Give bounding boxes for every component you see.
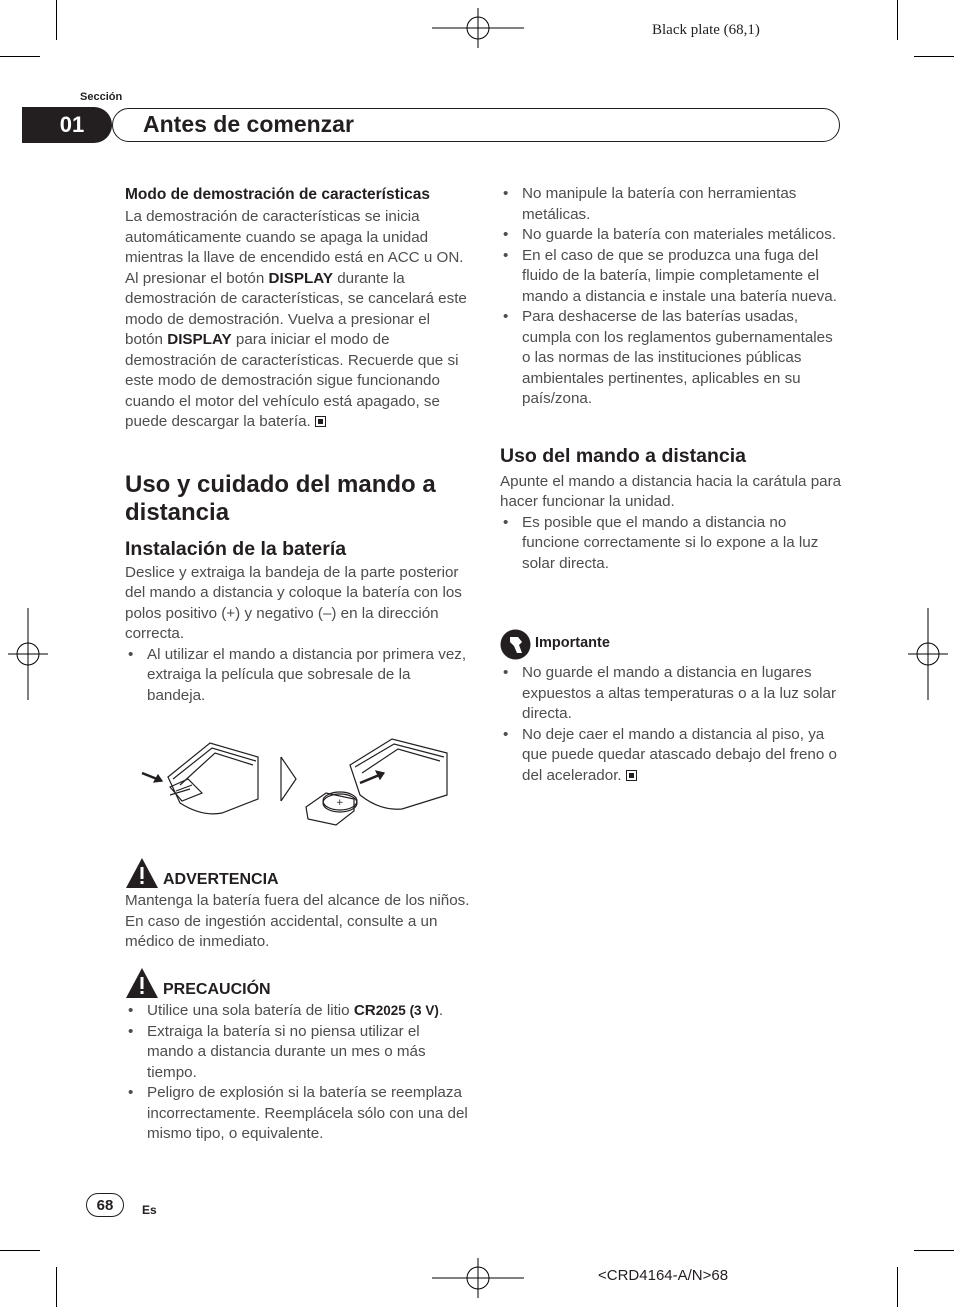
install-paragraph: Deslice y extraiga la bandeja de la parte posterior del mando a distancia y coloque la batería con los polos positivo (+) y negativo (–) en la dirección correcta.	[125, 563, 462, 642]
use-heading: Uso del mando a distancia	[500, 444, 746, 467]
right-column	[500, 184, 845, 574]
important-block	[500, 663, 845, 786]
caution-text: .	[438, 1002, 444, 1019]
crop-mark	[914, 56, 954, 57]
caution-block	[125, 1001, 470, 1145]
important-icon	[500, 629, 531, 660]
crop-mark	[0, 1250, 40, 1251]
install-bullets	[125, 645, 470, 707]
use-bullets	[500, 513, 845, 575]
registration-mark	[432, 1258, 524, 1298]
install-heading: Instalación de la batería	[125, 537, 347, 560]
crop-mark	[897, 0, 898, 40]
list-item: • Peligro de explosión si la batería se reemplaza incorrectamente. Reemplácela sólo con una del mismo tipo, o equivalente.	[125, 1083, 470, 1145]
demo-text: La demostración de características se inicia automáticamente cuando se apaga la unidad mientras la llave de encendido está en ACC u ON. Al presionar el botón	[125, 208, 464, 287]
end-mark-icon	[626, 770, 637, 781]
list-item: • No manipule la batería con herramientas metálicas.	[500, 184, 845, 225]
important-bullets	[500, 663, 845, 786]
list-item: • En el caso de que se produzca una fuga del fluido de la batería, limpie completamente el mando a distancia e instale una batería nueva.	[500, 246, 845, 308]
important-text: No deje caer el mando a distancia al piso, ya que puede quedar atascado debajo del freno o del acelerador.	[522, 725, 837, 784]
document-code: <CRD4164-A/N>68	[598, 1267, 729, 1284]
warning-triangle-icon	[125, 857, 159, 889]
list-item: • Es posible que el mando a distancia no funcione correctamente si lo expone a la luz solar directa.	[500, 513, 845, 575]
list-item: • No guarde el mando a distancia en lugares expuestos a altas temperaturas o a la luz solar directa.	[500, 663, 845, 725]
demo-text: para iniciar el modo de demostración de características. Recuerde que si este modo de demostración sigue funcionando cuando el motor del vehículo está apagado, se puede descargar la batería.	[125, 331, 459, 430]
registration-mark	[432, 8, 524, 48]
main-heading: Uso y cuidado del mando a distancia	[125, 470, 436, 526]
left-column	[125, 185, 470, 706]
section-number: 01	[22, 107, 112, 143]
caution-triangle-icon	[125, 967, 159, 999]
demo-heading: Modo de demostración de características	[125, 186, 430, 203]
section-title: Antes de comenzar	[143, 111, 354, 137]
display-button-label: DISPLAY	[268, 269, 333, 287]
list-item: • Al utilizar el mando a distancia por primera vez, extraiga la película que sobresale de la bandeja.	[125, 645, 470, 707]
demo-text: durante la demostración de características, se cancelará este modo de demostración. Vuelva a presionar el botón	[125, 269, 467, 348]
registration-mark	[908, 608, 948, 700]
warning-heading: ADVERTENCIA	[163, 871, 279, 888]
svg-text:+: +	[336, 798, 344, 808]
caution-heading: PRECAUCIÓN	[163, 981, 271, 998]
battery-model-prefix: CR	[353, 1002, 376, 1019]
list-item: • Para deshacerse de las baterías usadas, cumpla con los reglamentos gubernamentales o las normas de las instituciones públicas ambientales pertinentes, aplicables en su país/zona.	[500, 307, 845, 410]
battery-installation-illustration	[140, 735, 455, 830]
crop-mark	[56, 1267, 57, 1307]
display-button-label: DISPLAY	[167, 331, 232, 348]
list-item: • No guarde la batería con materiales metálicos.	[500, 225, 845, 246]
use-paragraph: Apunte el mando a distancia hacia la carátula para hacer funcionar la unidad.	[500, 472, 842, 510]
registration-mark	[8, 608, 48, 700]
crop-mark	[0, 56, 40, 57]
list-item	[500, 725, 845, 787]
caution-bullets	[125, 1001, 470, 1145]
warning-block	[125, 891, 470, 953]
plate-label: Black plate (68,1)	[652, 22, 760, 38]
section-label: Sección	[80, 91, 123, 103]
crop-mark	[897, 1267, 898, 1307]
page-number: 68	[86, 1193, 124, 1217]
crop-mark	[56, 0, 57, 40]
list-item: • Extraiga la batería si no piensa utilizar el mando a distancia durante un mes o más tiempo.	[125, 1022, 470, 1084]
language-code: Es	[142, 1203, 157, 1217]
caution-text: Utilice una sola batería de litio	[147, 1002, 354, 1019]
important-heading: Importante	[535, 635, 610, 651]
demo-paragraph	[125, 207, 470, 433]
list-item	[125, 1001, 470, 1022]
warning-text: Mantenga la batería fuera del alcance de los niños. En caso de ingestión accidental, consulte a un médico de inmediato.	[125, 892, 470, 950]
battery-model: 2025 (3 V)	[375, 1003, 439, 1018]
end-mark-icon	[315, 416, 326, 427]
battery-bullets	[500, 184, 845, 410]
crop-mark	[914, 1250, 954, 1251]
